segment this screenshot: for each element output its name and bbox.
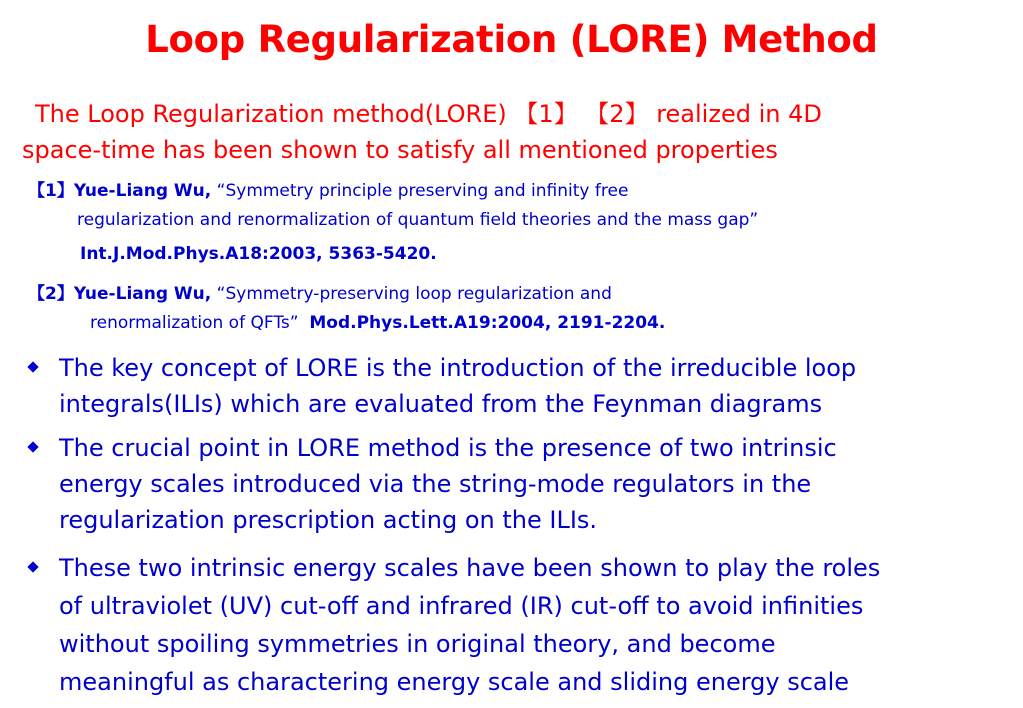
- reference-2-author: Yue-Liang Wu,: [73, 284, 212, 304]
- intro-line-1: [22, 96, 1012, 132]
- reference-2-number: 【2】: [28, 284, 74, 304]
- intro-line-2: space-time has been shown to satisfy all mentioned properties: [22, 136, 778, 164]
- reference-2-title-a: “Symmetry-preserving loop regularization and: [211, 284, 612, 304]
- reference-1-author: Yue-Liang Wu,: [73, 181, 212, 201]
- reference-1-journal: Int.J.Mod.Phys.A18:2003, 5363-5420.: [80, 244, 437, 264]
- bullet-2-line-3: regularization prescription acting on the ILIs.: [59, 506, 598, 534]
- bullet-2-line-1: The crucial point in LORE method is the presence of two intrinsic: [59, 434, 837, 462]
- intro-paragraph: [22, 96, 1012, 168]
- bullet-3-line-1: These two intrinsic energy scales have been shown to play the roles: [59, 554, 881, 582]
- bullet-1-line-1: The key concept of LORE is the introduction of the irreducible loop: [59, 354, 857, 382]
- bullet-3-line-4: meaningful as charactering energy scale and sliding energy scale: [59, 668, 850, 696]
- bullet-2-line-2: energy scales introduced via the string-mode regulators in the: [59, 470, 812, 498]
- reference-1-title-a: “Symmetry principle preserving and infinity free: [211, 181, 629, 201]
- diamond-bullet-icon: [27, 361, 39, 373]
- reference-2-line-2: [90, 313, 1023, 333]
- reference-1-title-b: regularization and renormalization of quantum field theories and the mass gap”: [77, 210, 759, 230]
- reference-1-line-2: [77, 210, 1023, 230]
- bullet-3-line-3: without spoiling symmetries in original theory, and become: [59, 630, 776, 658]
- slide-title: Loop Regularization (LORE) Method: [145, 18, 878, 61]
- reference-2-line-1: [28, 279, 1008, 304]
- reference-2-title-b: renormalization of QFTs”: [90, 313, 299, 333]
- reference-1-line-1: [28, 176, 1008, 201]
- diamond-bullet-icon: [27, 441, 39, 453]
- reference-2-journal: Mod.Phys.Lett.A19:2004, 2191-2204.: [309, 313, 666, 333]
- bullet-1-line-2: integrals(ILIs) which are evaluated from the Feynman diagrams: [59, 390, 823, 418]
- reference-1-number: 【1】: [28, 181, 74, 201]
- intro-ref-1: 【1】: [514, 100, 578, 128]
- intro-ref-2: 【2】: [585, 100, 649, 128]
- intro-text-b: realized in 4D: [648, 100, 822, 128]
- reference-1-line-3: [80, 244, 1023, 264]
- intro-text-a: The Loop Regularization method(LORE): [35, 100, 515, 128]
- diamond-bullet-icon: [27, 561, 39, 573]
- bullet-3-line-2: of ultraviolet (UV) cut-off and infrared (IR) cut-off to avoid infinities: [59, 592, 864, 620]
